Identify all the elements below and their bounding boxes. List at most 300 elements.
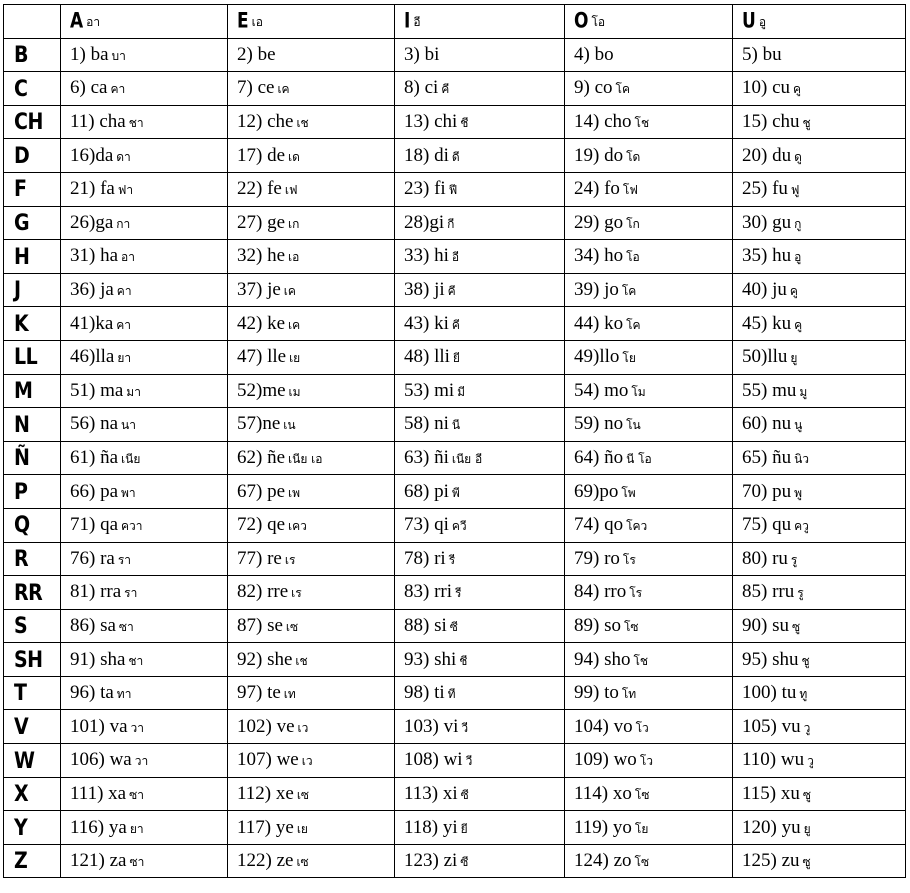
syllable-cell xyxy=(228,105,395,139)
row-header-letter: T xyxy=(4,674,61,713)
table-row xyxy=(4,710,906,744)
table-row xyxy=(4,206,906,240)
row-header-letter: M xyxy=(4,372,61,411)
syllable-thai: เด xyxy=(288,149,300,164)
syllable-cell xyxy=(733,777,906,811)
syllable-cell xyxy=(228,777,395,811)
syllable-cell xyxy=(565,408,733,442)
syllable-latin: 92) she xyxy=(237,648,293,670)
syllable-latin: 83) rri xyxy=(404,581,453,603)
syllable-thai: บา xyxy=(111,48,126,63)
syllable-thai: อี xyxy=(451,250,460,265)
vowel-thai: อา xyxy=(86,15,101,30)
column-header-o xyxy=(565,5,733,39)
syllable-cell xyxy=(228,744,395,778)
syllable-cell xyxy=(565,710,733,744)
syllable-latin: 114) xo xyxy=(574,782,632,804)
syllable-thai: นี โอ xyxy=(626,452,652,467)
syllable-thai: โย xyxy=(634,821,649,836)
syllable-thai: เน xyxy=(283,418,296,433)
syllable-cell xyxy=(61,542,228,576)
vowel-thai: อี xyxy=(413,15,421,30)
table-row xyxy=(4,408,906,442)
syllable-cell xyxy=(733,542,906,576)
syllable-latin: 59) no xyxy=(574,413,624,435)
syllable-cell xyxy=(395,844,565,878)
syllable-latin: 47) lle xyxy=(237,346,287,368)
table-row xyxy=(4,542,906,576)
syllable-latin: 75) qu xyxy=(742,514,792,536)
syllable-latin: 48) lli xyxy=(404,346,450,368)
syllable-latin: 98) ti xyxy=(404,682,445,704)
syllable-latin: 11) cha xyxy=(70,111,126,133)
syllable-thai: ยู xyxy=(790,351,798,366)
syllable-latin: 94) sho xyxy=(574,648,631,670)
syllable-latin: 99) to xyxy=(574,682,619,704)
syllable-latin: 61) ña xyxy=(70,447,119,469)
syllable-cell xyxy=(565,676,733,710)
syllable-cell xyxy=(565,844,733,878)
table-row xyxy=(4,273,906,307)
syllable-cell xyxy=(733,744,906,778)
syllable-cell xyxy=(228,643,395,677)
syllable-thai: ชู xyxy=(802,116,811,131)
syllable-thai: เซ xyxy=(296,787,310,802)
syllable-cell xyxy=(565,273,733,307)
syllable-thai: นิว xyxy=(794,452,810,467)
row-header-letter: Q xyxy=(4,506,61,545)
syllable-latin: 14) cho xyxy=(574,111,632,133)
table-body xyxy=(4,38,906,878)
syllable-table xyxy=(3,4,906,878)
syllable-thai: พี xyxy=(451,485,460,500)
table-row xyxy=(4,72,906,106)
syllable-latin: 91) sha xyxy=(70,648,126,670)
syllable-cell xyxy=(61,307,228,341)
syllable-latin: 3) bi xyxy=(404,43,440,65)
syllable-thai: มู xyxy=(799,384,808,399)
syllable-latin: 100) tu xyxy=(742,682,797,704)
table-row xyxy=(4,576,906,610)
syllable-latin: 122) ze xyxy=(237,850,294,872)
syllable-cell xyxy=(61,744,228,778)
syllable-cell xyxy=(61,643,228,677)
vowel-letter: U xyxy=(742,8,756,34)
syllable-latin: 19) do xyxy=(574,144,624,166)
syllable-cell xyxy=(61,408,228,442)
row-header-letter: SH xyxy=(4,640,61,679)
syllable-cell xyxy=(228,576,395,610)
row-header-letter: RR xyxy=(4,573,61,612)
syllable-cell xyxy=(228,676,395,710)
syllable-cell xyxy=(228,710,395,744)
row-header-letter: W xyxy=(4,741,61,780)
syllable-thai: เท xyxy=(283,687,296,702)
syllable-thai: ยา xyxy=(117,351,132,366)
row-header-letter: Z xyxy=(4,842,61,881)
syllable-cell xyxy=(61,441,228,475)
row-header-letter: P xyxy=(4,472,61,511)
table-row xyxy=(4,340,906,374)
syllable-thai: ซี xyxy=(460,787,469,802)
syllable-cell xyxy=(228,441,395,475)
syllable-latin: 32) he xyxy=(237,245,286,267)
syllable-cell xyxy=(733,139,906,173)
syllable-thai: ซู xyxy=(791,619,801,634)
syllable-latin: 82) rre xyxy=(237,581,289,603)
syllable-latin: 112) xe xyxy=(237,782,294,804)
syllable-latin: 77) re xyxy=(237,547,282,569)
syllable-latin: 63) ñi xyxy=(404,447,449,469)
syllable-cell xyxy=(565,340,733,374)
syllable-cell xyxy=(228,374,395,408)
syllable-latin: 40) ju xyxy=(742,279,787,301)
syllable-thai: โน xyxy=(626,418,641,433)
syllable-thai: ควา xyxy=(121,519,143,534)
syllable-latin: 85) rru xyxy=(742,581,795,603)
syllable-thai: โช xyxy=(633,653,649,668)
syllable-cell xyxy=(565,38,733,72)
syllable-latin: 18) di xyxy=(404,144,449,166)
syllable-cell xyxy=(565,576,733,610)
vowel-thai: อู xyxy=(758,15,767,30)
syllable-latin: 116) ya xyxy=(70,816,127,838)
syllable-cell xyxy=(733,206,906,240)
syllable-cell xyxy=(61,139,228,173)
syllable-thai: กี xyxy=(447,216,455,231)
syllable-latin: 34) ho xyxy=(574,245,624,267)
syllable-thai: โค xyxy=(615,82,630,97)
syllable-latin: 8) ci xyxy=(404,77,439,99)
syllable-cell xyxy=(61,374,228,408)
syllable-thai: คา xyxy=(110,82,126,97)
syllable-thai: โค xyxy=(626,317,641,332)
syllable-thai: ดี xyxy=(451,149,460,164)
syllable-cell xyxy=(61,172,228,206)
row-header-letter: G xyxy=(4,204,61,243)
syllable-thai: ดู xyxy=(794,149,802,164)
syllable-cell xyxy=(61,475,228,509)
syllable-thai: เช xyxy=(295,653,308,668)
syllable-thai: คี xyxy=(451,317,460,332)
syllable-cell xyxy=(61,844,228,878)
syllable-thai: เนีย อี xyxy=(451,452,483,467)
syllable-latin: 12) che xyxy=(237,111,294,133)
syllable-cell xyxy=(395,139,565,173)
syllable-latin: 109) wo xyxy=(574,749,637,771)
syllable-cell xyxy=(228,609,395,643)
syllable-cell xyxy=(395,172,565,206)
syllable-thai: อา xyxy=(121,250,135,265)
syllable-latin: 2) be xyxy=(237,43,276,65)
syllable-cell xyxy=(61,72,228,106)
syllable-cell xyxy=(565,475,733,509)
table-row xyxy=(4,744,906,778)
vowel-thai: เอ xyxy=(251,15,263,30)
syllable-latin: 119) yo xyxy=(574,816,632,838)
syllable-latin: 78) ri xyxy=(404,547,446,569)
syllable-cell xyxy=(228,475,395,509)
vowel-letter: I xyxy=(404,8,411,34)
vowel-letter: A xyxy=(70,8,84,34)
syllable-latin: 21) fa xyxy=(70,178,115,200)
syllable-thai: นู xyxy=(794,418,803,433)
syllable-cell xyxy=(565,307,733,341)
syllable-cell xyxy=(395,777,565,811)
row-header-letter: D xyxy=(4,136,61,175)
syllable-cell xyxy=(565,139,733,173)
row-header-letter: J xyxy=(4,271,61,310)
syllable-latin: 74) qo xyxy=(574,514,624,536)
syllable-cell xyxy=(565,643,733,677)
row-header-letter: R xyxy=(4,539,61,578)
syllable-cell xyxy=(733,811,906,845)
syllable-thai: โว xyxy=(635,720,649,735)
table-row xyxy=(4,643,906,677)
table-row xyxy=(4,172,906,206)
table-row xyxy=(4,105,906,139)
syllable-cell xyxy=(395,576,565,610)
syllable-cell xyxy=(395,408,565,442)
syllable-cell xyxy=(395,508,565,542)
syllable-latin: 104) vo xyxy=(574,715,633,737)
syllable-thai: โคว xyxy=(626,519,648,534)
syllable-cell xyxy=(733,441,906,475)
syllable-cell xyxy=(395,38,565,72)
syllable-latin: 64) ño xyxy=(574,447,624,469)
syllable-thai: ชา xyxy=(128,116,144,131)
syllable-thai: ซา xyxy=(118,619,134,634)
syllable-thai: โพ xyxy=(621,485,636,500)
row-header-letter: B xyxy=(4,36,61,75)
syllable-latin: 27) ge xyxy=(237,211,286,233)
syllable-thai: ชี xyxy=(460,116,469,131)
syllable-thai: คู xyxy=(794,317,803,332)
syllable-latin: 10) cu xyxy=(742,77,791,99)
syllable-thai: โร xyxy=(629,586,643,601)
syllable-cell xyxy=(733,105,906,139)
syllable-cell xyxy=(228,508,395,542)
syllable-thai: ซี xyxy=(449,619,458,634)
syllable-cell xyxy=(565,811,733,845)
syllable-thai: ทา xyxy=(116,687,132,702)
syllable-latin: 25) fu xyxy=(742,178,788,200)
syllable-thai: ซา xyxy=(129,855,145,870)
syllable-latin: 76) ra xyxy=(70,547,115,569)
syllable-latin: 30) gu xyxy=(742,211,792,233)
syllable-cell xyxy=(733,643,906,677)
syllable-thai: คู xyxy=(793,82,802,97)
syllable-cell xyxy=(733,576,906,610)
syllable-cell xyxy=(228,340,395,374)
syllable-cell xyxy=(61,576,228,610)
syllable-thai: รา xyxy=(124,586,138,601)
syllable-latin: 117) ye xyxy=(237,816,294,838)
syllable-latin: 58) ni xyxy=(404,413,449,435)
syllable-latin: 80) ru xyxy=(742,547,788,569)
syllable-latin: 57)ne xyxy=(237,413,281,435)
syllable-thai: นี xyxy=(451,418,461,433)
syllable-latin: 36) ja xyxy=(70,279,114,301)
syllable-latin: 45) ku xyxy=(742,312,792,334)
syllable-cell xyxy=(61,105,228,139)
syllable-thai: วี xyxy=(461,720,469,735)
syllable-thai: โก xyxy=(626,216,640,231)
syllable-latin: 71) qa xyxy=(70,514,119,536)
syllable-latin: 101) va xyxy=(70,715,128,737)
syllable-latin: 120) yu xyxy=(742,816,801,838)
syllable-thai: มา xyxy=(126,384,141,399)
column-header-a xyxy=(61,5,228,39)
syllable-latin: 51) ma xyxy=(70,379,124,401)
syllable-latin: 43) ki xyxy=(404,312,449,334)
syllable-thai: ทู xyxy=(799,687,808,702)
table-row xyxy=(4,441,906,475)
syllable-latin: 55) mu xyxy=(742,379,797,401)
syllable-latin: 70) pu xyxy=(742,480,792,502)
syllable-thai: เนีย xyxy=(121,452,141,467)
syllable-latin: 15) chu xyxy=(742,111,800,133)
syllable-cell xyxy=(228,844,395,878)
syllable-latin: 35) hu xyxy=(742,245,792,267)
row-header-letter: Y xyxy=(4,808,61,847)
syllable-latin: 103) vi xyxy=(404,715,459,737)
syllable-cell xyxy=(228,172,395,206)
syllable-thai: รู xyxy=(790,552,798,567)
syllable-cell xyxy=(61,811,228,845)
syllable-cell xyxy=(395,307,565,341)
syllable-thai: วา xyxy=(134,754,149,769)
syllable-latin: 41)ka xyxy=(70,312,114,334)
syllable-thai: พู xyxy=(794,485,802,500)
syllable-latin: 88) si xyxy=(404,614,447,636)
row-header-letter: Ñ xyxy=(4,439,61,478)
table-row xyxy=(4,374,906,408)
syllable-thai: คา xyxy=(116,317,132,332)
syllable-latin: 93) shi xyxy=(404,648,457,670)
syllable-cell xyxy=(733,38,906,72)
syllable-latin: 53) mi xyxy=(404,379,455,401)
syllable-thai: เย xyxy=(289,351,301,366)
vowel-letter: E xyxy=(237,8,249,34)
syllable-latin: 123) zi xyxy=(404,850,458,872)
row-header-letter: LL xyxy=(4,338,61,377)
syllable-cell xyxy=(395,240,565,274)
syllable-cell xyxy=(733,374,906,408)
syllable-cell xyxy=(228,307,395,341)
syllable-latin: 124) zo xyxy=(574,850,632,872)
syllable-latin: 72) qe xyxy=(237,514,286,536)
table-row xyxy=(4,38,906,72)
syllable-thai: ควี xyxy=(451,519,467,534)
row-header-letter: H xyxy=(4,237,61,276)
column-header-e xyxy=(228,5,395,39)
syllable-thai: ชู xyxy=(801,653,810,668)
syllable-thai: ชี xyxy=(459,653,468,668)
syllable-cell xyxy=(395,811,565,845)
syllable-thai: เค xyxy=(288,317,301,332)
syllable-thai: ฟู xyxy=(790,183,800,198)
syllable-latin: 6) ca xyxy=(70,77,108,99)
syllable-cell xyxy=(733,475,906,509)
syllable-latin: 115) xu xyxy=(742,782,800,804)
syllable-thai: เนีย เอ xyxy=(288,452,323,467)
syllable-cell xyxy=(395,609,565,643)
syllable-cell xyxy=(733,273,906,307)
syllable-latin: 20) du xyxy=(742,144,792,166)
syllable-thai: พา xyxy=(121,485,136,500)
syllable-latin: 73) qi xyxy=(404,514,449,536)
syllable-thai: อู xyxy=(794,250,802,265)
syllable-cell xyxy=(733,609,906,643)
header-row xyxy=(4,5,906,39)
syllable-cell xyxy=(395,105,565,139)
syllable-cell xyxy=(565,72,733,106)
syllable-cell xyxy=(733,240,906,274)
syllable-thai: วู xyxy=(803,720,811,735)
syllable-latin: 42) ke xyxy=(237,312,286,334)
row-header-letter: K xyxy=(4,304,61,343)
syllable-cell xyxy=(565,374,733,408)
row-header-letter: X xyxy=(4,775,61,814)
syllable-thai: เว xyxy=(297,720,309,735)
syllable-latin: 29) go xyxy=(574,211,624,233)
syllable-thai: กู xyxy=(794,216,802,231)
syllable-thai: คี xyxy=(441,82,450,97)
syllable-cell xyxy=(395,72,565,106)
syllable-latin: 113) xi xyxy=(404,782,458,804)
syllable-thai: ฟี xyxy=(448,183,458,198)
syllable-thai: วี xyxy=(465,754,473,769)
syllable-thai: โซ xyxy=(623,619,639,634)
syllable-thai: ซี xyxy=(460,855,469,870)
corner-cell xyxy=(4,5,61,39)
syllable-thai: ยา xyxy=(129,821,144,836)
syllable-thai: โร xyxy=(622,552,636,567)
syllable-thai: ซู xyxy=(802,855,811,870)
syllable-thai: รา xyxy=(117,552,132,567)
syllable-thai: โท xyxy=(621,687,637,702)
syllable-latin: 24) fo xyxy=(574,178,620,200)
syllable-latin: 54) mo xyxy=(574,379,629,401)
row-header-letter: F xyxy=(4,170,61,209)
syllable-cell xyxy=(395,475,565,509)
syllable-cell xyxy=(733,72,906,106)
vowel-thai: โอ xyxy=(591,15,606,30)
syllable-thai: โช xyxy=(634,116,650,131)
syllable-thai: โด xyxy=(626,149,641,164)
syllable-latin: 65) ñu xyxy=(742,447,792,469)
syllable-latin: 39) jo xyxy=(574,279,619,301)
syllable-cell xyxy=(565,105,733,139)
syllable-cell xyxy=(395,744,565,778)
syllable-cell xyxy=(565,777,733,811)
syllable-cell xyxy=(565,508,733,542)
vowel-letter: O xyxy=(574,8,589,34)
syllable-cell xyxy=(228,206,395,240)
syllable-cell xyxy=(395,340,565,374)
syllable-cell xyxy=(395,206,565,240)
syllable-cell xyxy=(565,206,733,240)
syllable-cell xyxy=(61,508,228,542)
syllable-latin: 108) wi xyxy=(404,749,463,771)
table-row xyxy=(4,475,906,509)
syllable-thai: โม xyxy=(631,384,646,399)
syllable-cell xyxy=(61,777,228,811)
syllable-latin: 38) ji xyxy=(404,279,445,301)
table-row xyxy=(4,139,906,173)
syllable-thai: เว xyxy=(301,754,313,769)
